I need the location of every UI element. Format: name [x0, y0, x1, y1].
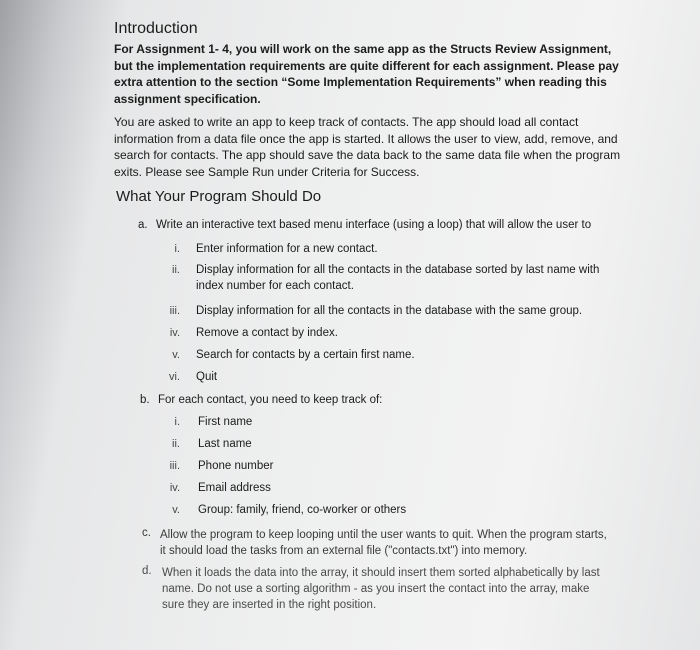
section-b-text: For each contact, you need to keep track of:: [158, 394, 383, 406]
list-item: Email address: [198, 482, 271, 494]
list-marker: v.: [172, 504, 180, 516]
list-item: Last name: [198, 438, 252, 450]
intro-paragraph: [114, 114, 620, 180]
list-item: Quit: [196, 371, 218, 383]
intro-line: search for contacts. The app should save the data back to the same data file when the program: [114, 148, 621, 162]
list-item: index number for each contact.: [196, 280, 354, 292]
intro-bold-block: [114, 41, 619, 107]
intro-bold-line: but the implementation requirements are quite different for each assignment. Please pay: [114, 58, 619, 73]
list-marker: b.: [140, 394, 150, 406]
list-marker: iii.: [169, 460, 180, 472]
list-marker: ii.: [172, 438, 180, 450]
list-marker: v.: [172, 349, 180, 361]
section-subheading: What Your Program Should Do: [116, 188, 322, 205]
list-marker: iv.: [169, 327, 180, 339]
list-marker: d.: [142, 565, 152, 577]
list-item: Phone number: [198, 460, 274, 472]
page-title: Introduction: [114, 20, 198, 37]
list-item: Group: family, friend, co-worker or others: [198, 504, 407, 516]
list-marker: i.: [174, 243, 180, 255]
list-item: Remove a contact by index.: [196, 327, 338, 339]
intro-bold-line: For Assignment 1- 4, you will work on the same app as the Structs Review Assignment,: [114, 42, 612, 56]
intro-line: exits. Please see Sample Run under Criteria for Success.: [114, 164, 420, 179]
section-a-text: Write an interactive text based menu interface (using a loop) that will allow the user to: [156, 219, 592, 231]
list-marker: i.: [174, 416, 180, 428]
list-marker: a.: [138, 219, 148, 231]
list-marker: iv.: [169, 482, 180, 494]
list-marker: vi.: [169, 371, 180, 383]
list-item: First name: [198, 416, 253, 428]
intro-line: You are asked to write an app to keep track of contacts. The app should load all contact: [114, 115, 579, 129]
section-c-line: Allow the program to keep looping until the user wants to quit. When the program starts,: [160, 529, 607, 541]
list-item: Display information for all the contacts in the database sorted by last name with: [196, 264, 600, 276]
intro-line: information from a data file once the app is started. It allows the user to view, add, remove, and: [114, 131, 618, 146]
intro-bold-line: assignment specification.: [114, 91, 261, 106]
intro-bold-line: extra attention to the section “Some Implementation Requirements” when reading this: [114, 75, 607, 89]
section-d-block: [162, 565, 600, 613]
list-marker: c.: [142, 527, 151, 539]
section-d-line: name. Do not use a sorting algorithm - as you insert the contact into the array, make: [162, 583, 590, 595]
list-item: Enter information for a new contact.: [196, 243, 378, 255]
section-d-line: When it loads the data into the array, it should insert them sorted alphabetically by last: [162, 567, 600, 579]
list-marker: iii.: [169, 305, 180, 317]
section-c-line: it should load the tasks from an external file ("contacts.txt") into memory.: [160, 545, 528, 557]
list-item: Search for contacts by a certain first name.: [196, 349, 415, 361]
section-c-block: [160, 527, 607, 559]
section-d-line: sure they are inserted in the right position.: [162, 599, 377, 611]
list-marker: ii.: [172, 264, 180, 276]
list-item: Display information for all the contacts in the database with the same group.: [196, 305, 583, 317]
